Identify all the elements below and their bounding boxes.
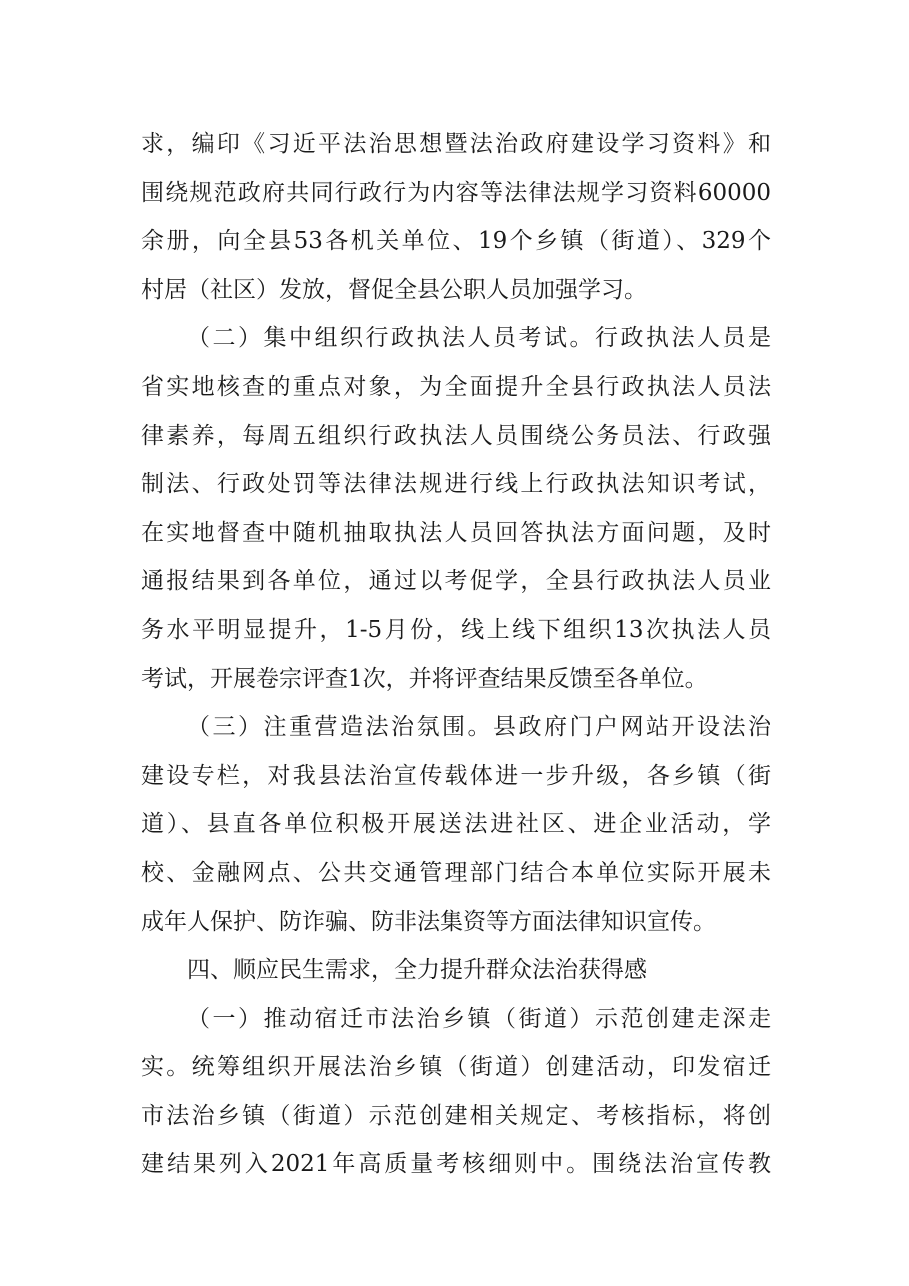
text-line: 道）、县直各单位积极开展送法进社区、进企业活动，学 [141,811,771,838]
text-line: 在实地督查中随机抽取执法人员回答执法方面问题，及时 [141,519,771,546]
text-line: 校、金融网点、公共交通管理部门结合本单位实际开展未 [141,859,771,886]
document-body [141,124,771,1193]
text-line: 围绕规范政府共同行政行为内容等法律法规学习资料60000 [141,179,771,206]
text-line: 成年人保护、防诈骗、防非法集资等方面法律知识宣传。 [141,908,716,935]
text-line: 考试，开展卷宗评查1次，并将评查结果反馈至各单位。 [141,665,708,692]
text-line: 市法治乡镇（街道）示范创建相关规定、考核指标，将创 [141,1102,771,1129]
text-line: （二）集中组织行政执法人员考试。行政执法人员是 [187,325,771,352]
text-line: 省实地核查的重点对象，为全面提升全县行政执法人员法 [141,373,771,400]
text-line: 余册，向全县53各机关单位、19个乡镇（街道）、329个 [141,228,771,255]
text-line: 通报结果到各单位，通过以考促学，全县行政执法人员业 [141,568,771,595]
text-line: 建设专栏，对我县法治宣传载体进一步升级，各乡镇（街 [141,762,771,789]
text-line: 村居（社区）发放，督促全县公职人员加强学习。 [141,276,647,303]
section-heading: 四、顺应民生需求，全力提升群众法治获得感 [187,957,647,984]
text-line: 建结果列入2021年高质量考核细则中。围绕法治宣传教 [141,1151,771,1178]
text-line: （三）注重营造法治氛围。县政府门户网站开设法治 [187,714,771,741]
text-line: 制法、行政处罚等法律法规进行线上行政执法知识考试， [141,471,771,498]
text-line: 求，编印《习近平法治思想暨法治政府建设学习资料》和 [141,131,771,157]
text-line: 律素养，每周五组织行政执法人员围绕公务员法、行政强 [141,422,771,449]
text-line: 实。统筹组织开展法治乡镇（街道）创建活动，印发宿迁 [141,1054,771,1081]
text-line: 务水平明显提升，1-5月份，线上线下组织13次执法人员 [141,616,771,643]
text-line: （一）推动宿迁市法治乡镇（街道）示范创建走深走 [187,1005,771,1032]
